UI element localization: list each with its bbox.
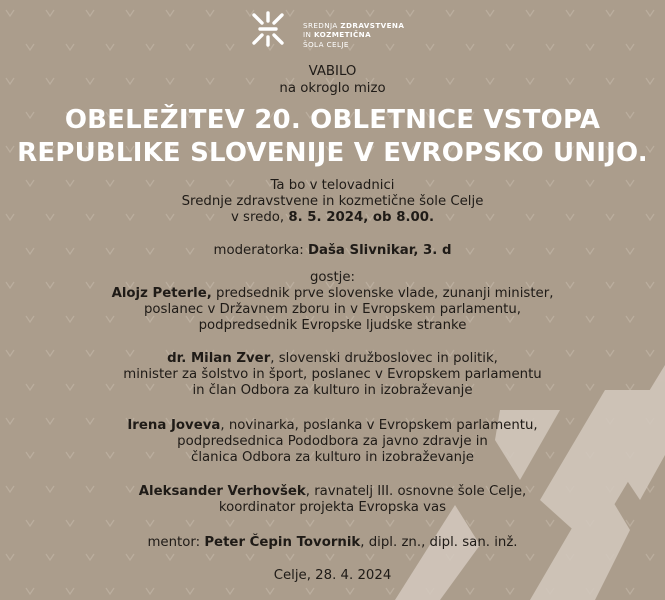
venue-line-1: Ta bo v telovadnici <box>270 178 395 193</box>
guest-3-line-3: članica Odbora za kulturo in izobraževanje <box>191 450 474 465</box>
guest-2-line-1: dr. Milan Zver, slovenski družboslovec in politik, <box>167 351 498 366</box>
guest-1-line-2: poslanec v Državnem zboru in v Evropskem parlamentu, <box>143 302 522 317</box>
mentor: mentor: Peter Čepin Tovornik, dipl. zn., dipl. san. inž. <box>147 535 518 550</box>
guest-1-line-1: Alojz Peterle, predsednik prve slovenske vlade, zunanji minister, <box>111 286 554 301</box>
school-logo <box>248 9 428 53</box>
event-date: v sredo, 8. 5. 2024, ob 8.00. <box>230 210 435 225</box>
guest-2-line-2: minister za šolstvo in šport, poslanec v Evropskem parlamentu <box>123 367 542 382</box>
guest-2-line-3: in član Odbora za kulturo in izobraževanje <box>192 383 473 398</box>
place-date: Celje, 28. 4. 2024 <box>273 568 392 583</box>
school-logo-icon <box>248 9 288 49</box>
guest-4-line-2: koordinator projekta Evropska vas <box>218 500 447 515</box>
school-name: SREDNJA ZDRAVSTVENA IN KOZMETIČNA ŠOLA CELJE <box>303 21 405 49</box>
guest-3-line-1: Irena Joveva, novinarka, poslanka v Evropskem parlamentu, <box>127 418 538 433</box>
moderator: moderatorka: Daša Slivnikar, 3. d <box>213 243 452 258</box>
guest-1-line-3: podpredsednik Evropske ljudske stranke <box>198 318 467 333</box>
guest-4-line-1: Aleksander Verhovšek, ravnatelj III. osnovne šole Celje, <box>138 484 527 499</box>
invitation-heading: VABILO <box>308 64 357 79</box>
invitation-subtitle: na okroglo mizo <box>279 81 386 96</box>
title-line-2: REPUBLIKE SLOVENIJE V EVROPSKO UNIJO. <box>17 138 648 168</box>
guest-3-line-2: podpredsednica Pododbora za javno zdravje in <box>177 434 488 449</box>
title-line-1: OBELEŽITEV 20. OBLETNICE VSTOPA <box>64 105 601 135</box>
venue-line-2: Srednje zdravstvene in kozmetične šole Celje <box>181 194 484 209</box>
guests-label: gostje: <box>309 270 356 285</box>
